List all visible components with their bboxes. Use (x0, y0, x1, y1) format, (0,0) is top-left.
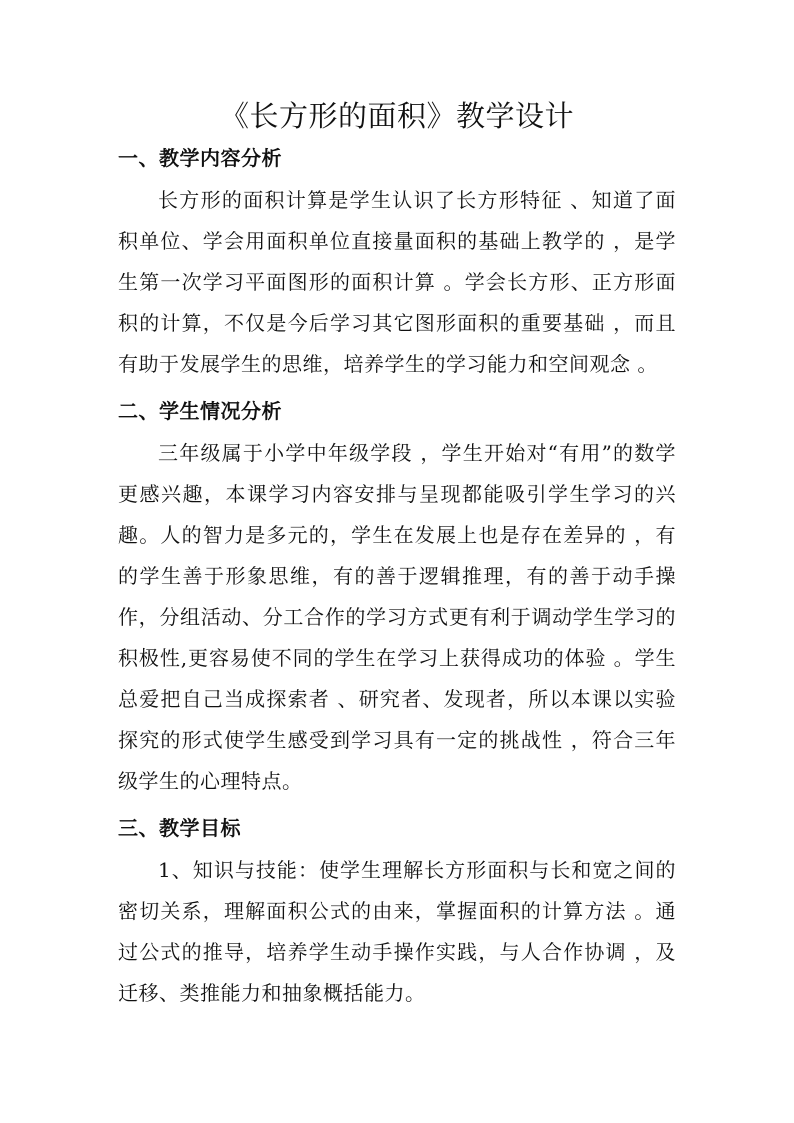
section-paragraph-student-analysis: 三年级属于小学中年级学段 ，学生开始对“有用”的数学更感兴趣，本课学习内容安排与呈现都能吸引学生学习的兴趣。人的智力是多元的，学生在发展上也是存在差异的 ，有的学生善于形象思维，有的善于逻辑推理，有的善于动手操作，分组活动、分工合作的学习方式更有利于调动学生学习的积极性,更容易使不同的学生在学习上获得成功的体验 。学生总爱把自己当成探索者 、研究者、发现者，所以本课以实验探究的形式使学生感受到学习具有一定的挑战性 ，符合三年级学生的心理特点。 (118, 441, 676, 793)
section-heading-student-analysis: 二、学生情况分析 (118, 399, 282, 423)
section-paragraph-content-analysis: 长方形的面积计算是学生认识了长方形特征 、知道了面积单位、学会用面积单位直接量面积的基础上教学的 ，是学生第一次学习平面图形的面积计算 。学会长方形、正方形面积的计算，不仅是今后学习其它图形面积的重要基础 ，而且有助于发展学生的思维，培养学生的学习能力和空间观念 。 (118, 188, 676, 376)
section-heading-teaching-goals: 三、教学目标 (118, 816, 241, 840)
section-paragraph-teaching-goals: 1、知识与技能：使学生理解长方形面积与长和宽之间的密切关系，理解面积公式的由来，掌握面积的计算方法 。通过公式的推导，培养学生动手操作实践，与人合作协调 ，及迁移、类推能力和抽象概括能力。 (118, 858, 676, 1005)
section-heading-content-analysis: 一、教学内容分析 (118, 146, 282, 170)
document-title: 《长方形的面积》教学设计 (219, 99, 574, 133)
